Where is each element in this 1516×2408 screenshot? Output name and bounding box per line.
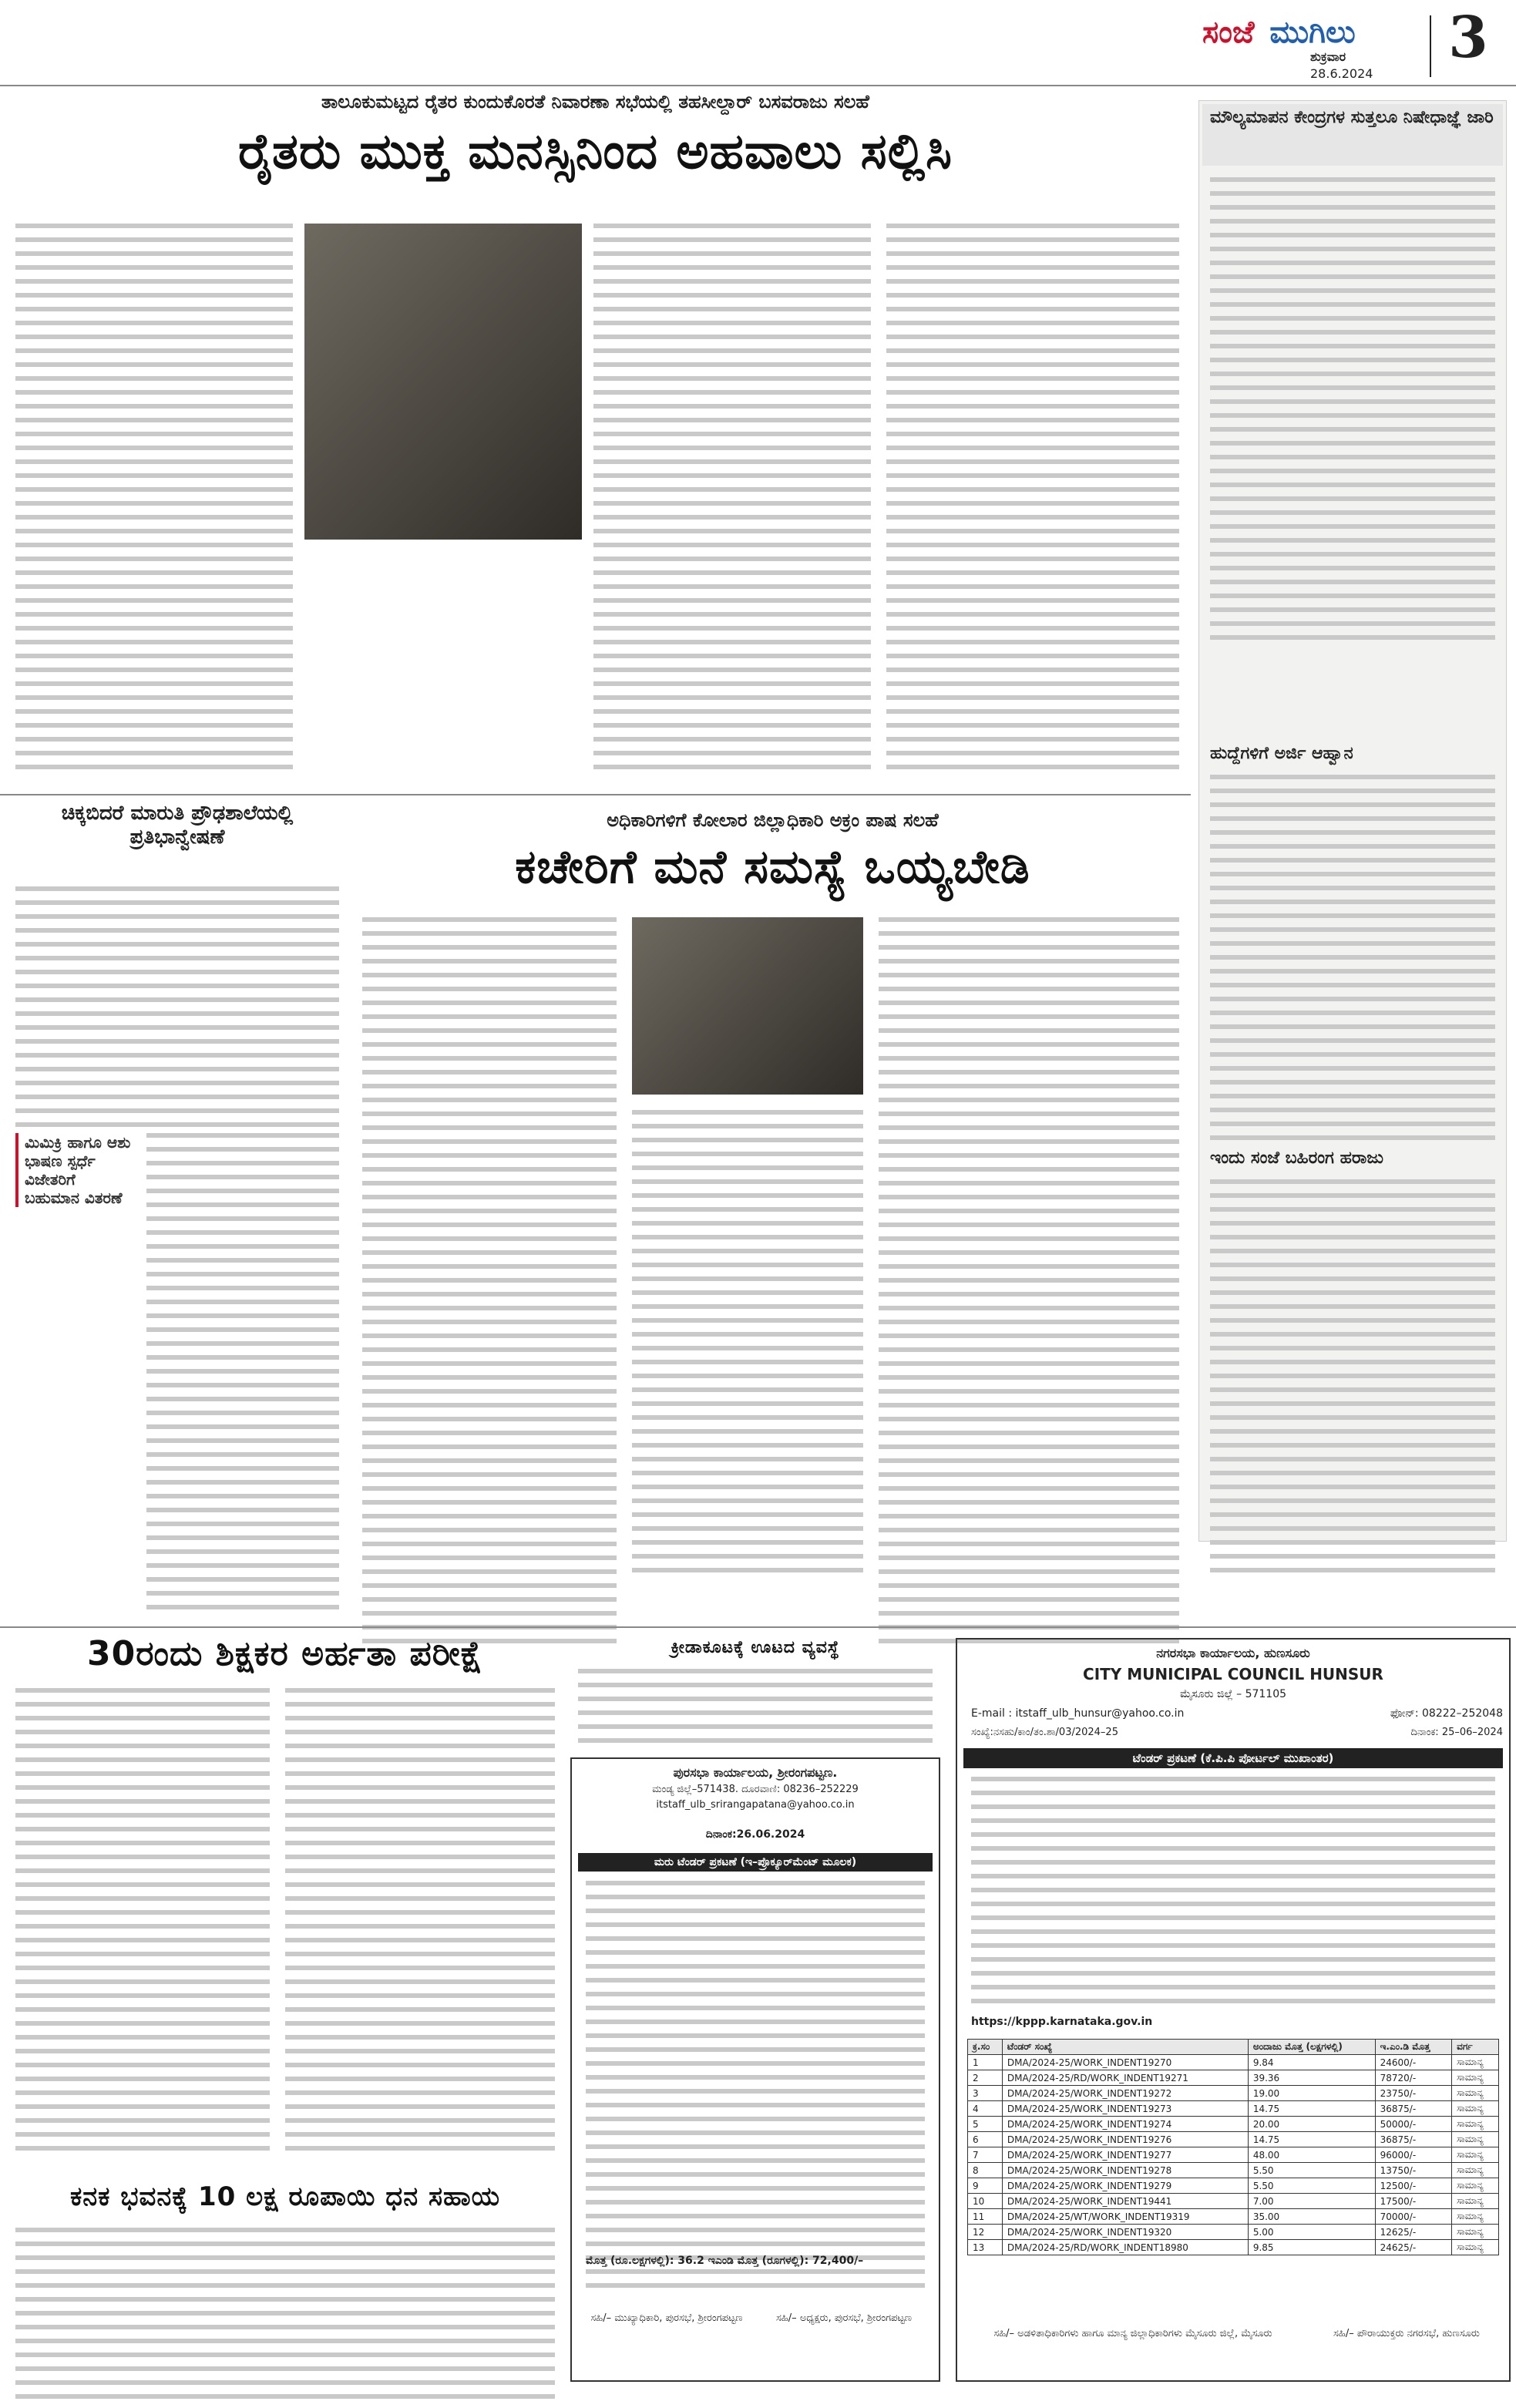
lead-body-col-1	[15, 224, 293, 779]
tender-right-phone: ಫೋನ್: 08222–252048	[1390, 1707, 1503, 1720]
table-cell: 3	[968, 2086, 1003, 2101]
masthead-rule	[0, 85, 1516, 86]
tender-table-header-row	[968, 2040, 1499, 2055]
col-header: ಇ.ಎಂ.ಡಿ ಮೊತ್ತ	[1375, 2040, 1452, 2055]
sidebar-story1-body	[1210, 177, 1495, 649]
tender-left-box-title: ಮರು ಟೆಂಡರ್ ಪ್ರಕಟಣೆ (ಇ–ಪ್ರೊಕ್ಯೂರ್‌ಮೆಂಟ್ ಮೂಲಕ)	[578, 1853, 933, 1872]
table-cell: ಸಾಮಾನ್ಯ	[1452, 2117, 1499, 2132]
table-cell: 7	[968, 2147, 1003, 2163]
table-cell: DMA/2024-25/WORK_INDENT19279	[1002, 2178, 1248, 2194]
table-cell: ಸಾಮಾನ್ಯ	[1452, 2055, 1499, 2070]
table-cell: 10	[968, 2194, 1003, 2209]
lead-kicker: ತಾಲೂಕುಮಟ್ಟದ ರೈತರ ಕುಂದುಕೊರತೆ ನಿವಾರಣಾ ಸಭೆಯಲ್ಲಿ ತಹಸೀಲ್ದಾರ್ ಬಸವರಾಜು ಸಲಹೆ	[321, 91, 869, 113]
sidebar-story1-title: ಮೌಲ್ಯಮಾಪನ ಕೇಂದ್ರಗಳ ಸುತ್ತಲೂ ನಿಷೇಧಾಜ್ಞೆ ಜಾರಿ	[1210, 108, 1494, 127]
table-cell: DMA/2024-25/RD/WORK_INDENT18980	[1002, 2240, 1248, 2255]
table-cell: 14.75	[1248, 2101, 1375, 2117]
tender-right-district: ಮೈಸೂರು ಜಿಲ್ಲೆ – 571105	[1179, 1688, 1287, 1700]
table-cell: 24625/-	[1375, 2240, 1452, 2255]
table-cell: 12500/-	[1375, 2178, 1452, 2194]
table-cell: 6	[968, 2132, 1003, 2147]
table-cell: 14.75	[1248, 2132, 1375, 2147]
table-cell: ಸಾಮಾನ್ಯ	[1452, 2086, 1499, 2101]
tender-right-date: ದಿನಾಂಕ: 25–06–2024	[1410, 1727, 1503, 1738]
table-cell: 8	[968, 2163, 1003, 2178]
table-cell: DMA/2024-25/WORK_INDENT19441	[1002, 2194, 1248, 2209]
table-row	[968, 2178, 1499, 2194]
table-cell: 12625/-	[1375, 2225, 1452, 2240]
masthead-logo	[1202, 14, 1356, 50]
logo-right: ಮುಗಿಲು	[1269, 14, 1356, 50]
table-cell: 11	[968, 2209, 1003, 2225]
table-row	[968, 2086, 1499, 2101]
table-cell: 5.50	[1248, 2163, 1375, 2178]
table-cell: 39.36	[1248, 2070, 1375, 2086]
table-cell: 70000/-	[1375, 2209, 1452, 2225]
table-cell: ಸಾಮಾನ್ಯ	[1452, 2070, 1499, 2086]
col-header: ವರ್ಗ	[1452, 2040, 1499, 2055]
logo-left: ಸಂಜೆ	[1202, 14, 1255, 50]
table-cell: DMA/2024-25/WT/WORK_INDENT19319	[1002, 2209, 1248, 2225]
lead-photo	[304, 224, 582, 540]
sports-headline: ಕ್ರೀಡಾಕೂಟಕ್ಕೆ ಊಟದ ವ್ಯವಸ್ಥೆ	[671, 1638, 840, 1657]
mid-left-body	[15, 886, 339, 1136]
table-row	[968, 2147, 1499, 2163]
table-cell: 9	[968, 2178, 1003, 2194]
tender-left-amount: ಮೊತ್ತ (ರೂ.ಲಕ್ಷಗಳಲ್ಲಿ): 36.2 ಇಎಂಡಿ ಮೊತ್ತ (ರೂಗಳಲ್ಲಿ): 72,400/–	[586, 2255, 864, 2267]
masthead-divider	[1430, 15, 1431, 77]
mid-body-col-3	[879, 917, 1179, 1653]
tender-left-office: ಪುರಸಭಾ ಕಾರ್ಯಾಲಯ, ಶ್ರೀರಂಗಪಟ್ಟಣ.	[673, 1765, 838, 1780]
col-header: ಕ್ರ.ಸಂ	[968, 2040, 1003, 2055]
tender-table	[967, 2039, 1499, 2255]
table-cell: DMA/2024-25/WORK_INDENT19274	[1002, 2117, 1248, 2132]
table-row	[968, 2194, 1499, 2209]
table-cell: ಸಾಮಾನ್ಯ	[1452, 2101, 1499, 2117]
table-cell: 20.00	[1248, 2117, 1375, 2132]
table-cell: ಸಾಮಾನ್ಯ	[1452, 2240, 1499, 2255]
mid-body-col-2	[632, 1110, 863, 1582]
table-cell: 13	[968, 2240, 1003, 2255]
tender-right-body	[971, 1777, 1495, 2013]
table-cell: DMA/2024-25/WORK_INDENT19272	[1002, 2086, 1248, 2101]
lower-rule	[0, 1626, 1516, 1628]
table-row	[968, 2209, 1499, 2225]
table-cell: 35.00	[1248, 2209, 1375, 2225]
table-row	[968, 2070, 1499, 2086]
table-cell: 48.00	[1248, 2147, 1375, 2163]
table-cell: 50000/-	[1375, 2117, 1452, 2132]
table-row	[968, 2240, 1499, 2255]
tender-left-address: ಮಂಡ್ಯ ಜಿಲ್ಲೆ–571438. ದೂರವಾಣಿ: 08236–252229	[652, 1784, 859, 1795]
tender-left-date: ದಿನಾಂಕ:26.06.2024	[705, 1828, 805, 1841]
table-cell: ಸಾಮಾನ್ಯ	[1452, 2147, 1499, 2163]
table-cell: 2	[968, 2070, 1003, 2086]
table-cell: 9.85	[1248, 2240, 1375, 2255]
table-cell: 12	[968, 2225, 1003, 2240]
table-cell: 5.50	[1248, 2178, 1375, 2194]
tender-left-email: itstaff_ulb_srirangapatana@yahoo.co.in	[656, 1799, 855, 1811]
tender-right-sign-right: ಸಹಿ/– ಪೌರಾಯುಕ್ತರು ನಗರಸಭೆ, ಹುಣಸೂರು	[1333, 2328, 1480, 2339]
table-cell: DMA/2024-25/WORK_INDENT19270	[1002, 2055, 1248, 2070]
table-cell: 78720/-	[1375, 2070, 1452, 2086]
table-cell: 7.00	[1248, 2194, 1375, 2209]
table-row	[968, 2225, 1499, 2240]
table-cell: 24600/-	[1375, 2055, 1452, 2070]
table-cell: DMA/2024-25/RD/WORK_INDENT19271	[1002, 2070, 1248, 2086]
kanaka-body	[15, 2228, 555, 2408]
table-cell: ಸಾಮಾನ್ಯ	[1452, 2163, 1499, 2178]
tender-right-office-en: CITY MUNICIPAL COUNCIL HUNSUR	[1083, 1665, 1383, 1683]
table-cell: DMA/2024-25/WORK_INDENT19276	[1002, 2132, 1248, 2147]
col-header: ಟೆಂಡರ್ ಸಂಖ್ಯೆ	[1002, 2040, 1248, 2055]
tender-right-box-title: ಟೆಂಡರ್ ಪ್ರಕಟಣೆ (ಕೆ.ಪಿ.ಪಿ ಪೋರ್ಟಲ್ ಮುಖಾಂತರ)	[963, 1748, 1503, 1768]
table-cell: DMA/2024-25/WORK_INDENT19277	[1002, 2147, 1248, 2163]
table-cell: DMA/2024-25/WORK_INDENT19273	[1002, 2101, 1248, 2117]
col-header: ಅಂದಾಜು ಮೊತ್ತ (ಲಕ್ಷಗಳಲ್ಲಿ)	[1248, 2040, 1375, 2055]
table-cell: ಸಾಮಾನ್ಯ	[1452, 2225, 1499, 2240]
table-cell: 5	[968, 2117, 1003, 2132]
table-row	[968, 2117, 1499, 2132]
table-cell: ಸಾಮಾನ್ಯ	[1452, 2209, 1499, 2225]
mid-kicker: ಅಧಿಕಾರಿಗಳಿಗೆ ಕೋಲಾರ ಜಿಲ್ಲಾಧಿಕಾರಿ ಅಕ್ರಂ ಪಾಷ ಸಲಹೆ	[607, 809, 939, 831]
table-cell: 36875/-	[1375, 2132, 1452, 2147]
tender-right-ref: ಸಂಖ್ಯೆ:ನಸಹು/ಕಾಂ/ತಂ.ಶಾ/03/2024–25	[971, 1727, 1118, 1738]
table-cell: ಸಾಮಾನ್ಯ	[1452, 2132, 1499, 2147]
table-cell: ಸಾಮಾನ್ಯ	[1452, 2178, 1499, 2194]
mid-left-body-2	[146, 1133, 339, 1619]
mid-headline: ಕಚೇರಿಗೆ ಮನೆ ಸಮಸ್ಯೆ ಒಯ್ಯಬೇಡಿ	[515, 840, 1030, 894]
tender-right-office-kn: ನಗರಸಭಾ ಕಾರ್ಯಾಲಯ, ಹುಣಸೂರು	[1156, 1646, 1310, 1660]
mid-left-title: ಚಿಕ್ಕಬಿದರೆ ಮಾರುತಿ ಪ್ರೌಢಶಾಲೆಯಲ್ಲಿ ಪ್ರತಿಭಾನ್ವೇಷಣೆ	[61, 802, 294, 849]
table-cell: 9.84	[1248, 2055, 1375, 2070]
sports-body	[578, 1669, 933, 1752]
sidebar-story3-body	[1210, 1179, 1495, 1582]
mid-photo	[632, 917, 863, 1095]
lead-body-col-3	[886, 224, 1179, 779]
table-cell: 13750/-	[1375, 2163, 1452, 2178]
exam-body-col-2	[285, 1688, 555, 2160]
table-cell: 17500/-	[1375, 2194, 1452, 2209]
table-cell: ಸಾಮಾನ್ಯ	[1452, 2194, 1499, 2209]
table-cell: 5.00	[1248, 2225, 1375, 2240]
table-row	[968, 2132, 1499, 2147]
masthead-date: 28.6.2024	[1310, 66, 1373, 81]
exam-body-col-1	[15, 1688, 270, 2160]
mid-rule	[0, 794, 1191, 795]
tender-right-sign-left: ಸಹಿ/– ಅಡಳಿತಾಧಿಕಾರಿಗಳು ಹಾಗೂ ಮಾನ್ಯ ಜಿಲ್ಲಾಧಿಕಾರಿಗಳು ಮೈಸೂರು ಜಿಲ್ಲೆ, ಮೈಸೂರು	[993, 2328, 1272, 2339]
masthead-weekday: ಶುಕ್ರವಾರ	[1310, 49, 1346, 64]
mid-pullquote: ಮಿಮಿಕ್ರಿ ಹಾಗೂ ಆಶು ಭಾಷಣ ಸ್ಪರ್ಧೆ ವಿಜೇತರಿಗೆ ಬಹುಮಾನ ವಿತರಣೆ	[15, 1133, 131, 1207]
table-row	[968, 2055, 1499, 2070]
sidebar-story3-title: ಇಂದು ಸಂಜೆ ಬಹಿರಂಗ ಹರಾಜು	[1210, 1149, 1384, 1168]
sidebar-story2-body	[1210, 775, 1495, 1149]
page-number: 3	[1448, 5, 1488, 71]
table-row	[968, 2163, 1499, 2178]
mid-body-col-1	[362, 917, 617, 1653]
table-cell: 4	[968, 2101, 1003, 2117]
table-cell: 1	[968, 2055, 1003, 2070]
table-cell: 96000/-	[1375, 2147, 1452, 2163]
tender-left-sign-left: ಸಹಿ/– ಮುಖ್ಯಾಧಿಕಾರಿ, ಪುರಸಭೆ, ಶ್ರೀರಂಗಪಟ್ಟಣ	[590, 2312, 743, 2324]
tender-right-portal[interactable]: https://kppp.karnataka.gov.in	[971, 2016, 1153, 2028]
tender-table-wrap	[967, 2039, 1499, 2255]
tender-left-body	[586, 1881, 925, 2297]
sidebar-story2-title: ಹುದ್ದೆಗಳಿಗೆ ಅರ್ಜಿ ಆಹ್ವಾನ	[1210, 744, 1353, 763]
table-cell: 36875/-	[1375, 2101, 1452, 2117]
kanaka-headline: ಕನಕ ಭವನಕ್ಕೆ 10 ಲಕ್ಷ ರೂಪಾಯಿ ಧನ ಸಹಾಯ	[69, 2181, 501, 2212]
exam-headline: 30ರಂದು ಶಿಕ್ಷಕರ ಅರ್ಹತಾ ಪರೀಕ್ಷೆ	[86, 1634, 484, 1673]
lead-body-col-2	[593, 224, 871, 779]
lead-headline: ರೈತರು ಮುಕ್ತ ಮನಸ್ಸಿನಿಂದ ಅಹವಾಲು ಸಲ್ಲಿಸಿ	[237, 123, 953, 180]
table-row	[968, 2101, 1499, 2117]
tender-left-sign-right: ಸಹಿ/– ಅಧ್ಯಕ್ಷರು, ಪುರಸಭೆ, ಶ್ರೀರಂಗಪಟ್ಟಣ	[775, 2312, 913, 2324]
table-cell: DMA/2024-25/WORK_INDENT19320	[1002, 2225, 1248, 2240]
table-cell: DMA/2024-25/WORK_INDENT19278	[1002, 2163, 1248, 2178]
table-cell: 23750/-	[1375, 2086, 1452, 2101]
table-cell: 19.00	[1248, 2086, 1375, 2101]
tender-right-email: E-mail : itstaff_ulb_hunsur@yahoo.co.in	[971, 1707, 1185, 1720]
